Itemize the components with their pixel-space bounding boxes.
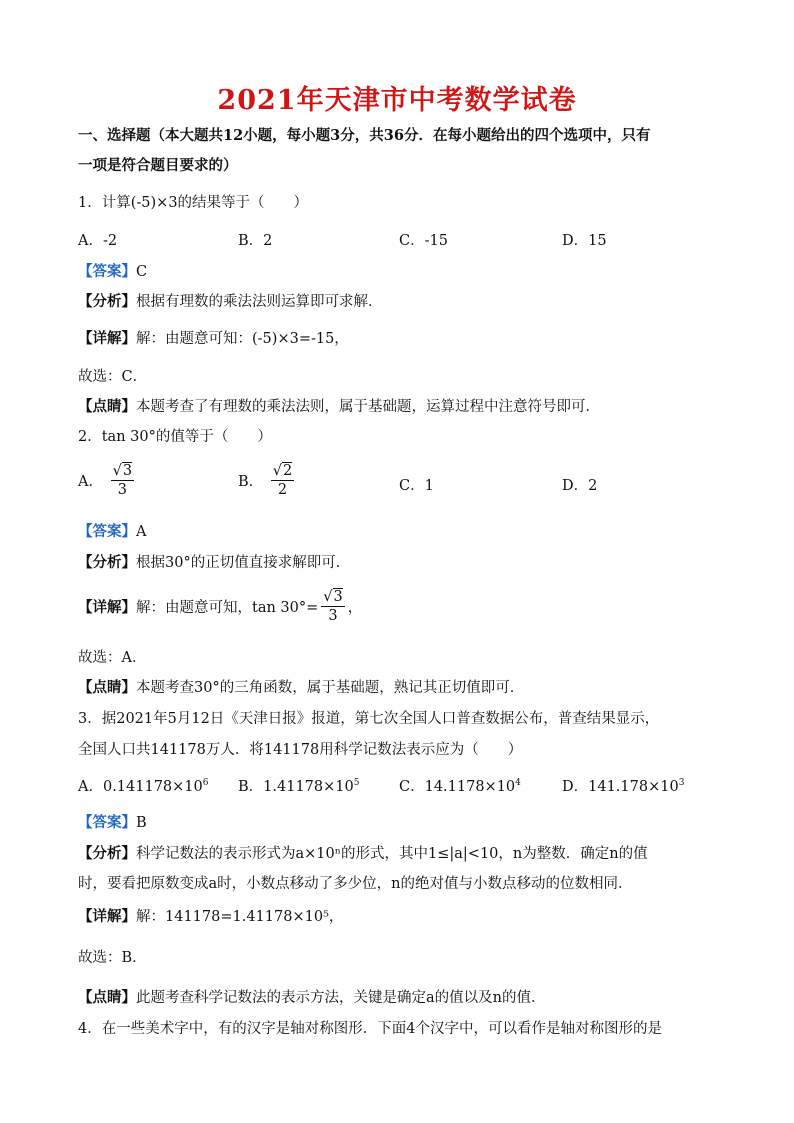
q2-option-a-radicand: 3 <box>122 463 133 479</box>
q4-stem: 4．在一些美术字中，有的汉字是轴对称图形．下面4个汉字中，可以看作是轴对称图形的是 <box>78 1021 662 1037</box>
detail-label: 【详解】 <box>78 330 136 347</box>
q1-option-b: B．2 <box>238 233 273 249</box>
page-title: 2021年天津市中考数学试卷 <box>217 85 577 116</box>
q2-detail-row <box>78 588 362 625</box>
answer-label: 【答案】 <box>78 814 136 831</box>
q3-comment-row <box>78 986 545 1007</box>
q3-analysis-line2: 时，要看把原数变成a时，小数点移动了多少位，n的绝对值与小数点移动的位数相同． <box>78 876 633 892</box>
q2-stem: 2．tan 30°的值等于（ ） <box>78 429 272 445</box>
q2-detail-fraction <box>321 588 344 625</box>
q1-option-d: D．15 <box>562 233 607 249</box>
q1-answer-row <box>78 260 147 281</box>
q3-option-b-base: B．1.41178×10 <box>238 779 354 795</box>
q2-choose: 故选：A． <box>78 650 147 666</box>
q1-option-a: A．-2 <box>78 233 118 249</box>
q2-analysis: 根据30°的正切值直接求解即可． <box>136 555 351 571</box>
q3-option-b <box>238 775 359 796</box>
q2-detail-denominator: 3 <box>328 608 338 624</box>
q3-choose: 故选：B． <box>78 950 147 966</box>
q2-option-b <box>238 462 297 499</box>
analysis-label: 【分析】 <box>78 845 136 862</box>
q2-option-a-denominator: 3 <box>117 482 127 498</box>
comment-label: 【点睛】 <box>78 398 136 415</box>
q2-option-c: C．1 <box>399 478 434 494</box>
comment-label: 【点睛】 <box>78 989 136 1006</box>
q3-detail: 解：141178=1.41178×10⁵， <box>136 909 344 925</box>
q1-detail: 解：由题意可知：(-5)×3=-15， <box>136 331 349 347</box>
q2-option-b-radicand: 2 <box>283 463 293 479</box>
q3-analysis-row <box>78 842 648 863</box>
analysis-label: 【分析】 <box>78 293 136 310</box>
q3-analysis-line1: 科学记数法的表示形式为a×10ⁿ的形式，其中1≤|a|<10，n为整数．确定n的值 <box>136 846 648 862</box>
q3-option-d <box>562 775 684 796</box>
section-heading-line1: 一、选择题（本大题共12小题，每小题3分，共36分．在每小题给出的四个选项中，只有 <box>78 127 651 144</box>
q3-option-c <box>399 775 521 796</box>
analysis-label: 【分析】 <box>78 554 136 571</box>
answer-label: 【答案】 <box>78 263 136 280</box>
q3-detail-row <box>78 905 343 926</box>
q2-comment-row <box>78 676 524 697</box>
q2-answer: A <box>136 524 147 540</box>
q3-option-a-exponent: 6 <box>202 778 209 789</box>
comment-label: 【点睛】 <box>78 679 136 696</box>
q3-stem-line1: 3．据2021年5月12日《天津日报》报道，第七次全国人口普查数据公布，普查结果显示， <box>78 711 660 727</box>
q3-option-a <box>78 775 209 796</box>
answer-label: 【答案】 <box>78 523 136 540</box>
q3-option-c-base: C．14.1178×10 <box>399 779 516 795</box>
q1-answer: C <box>136 264 148 280</box>
q2-option-b-fraction <box>271 462 294 499</box>
q3-option-d-exponent: 3 <box>678 778 685 789</box>
q1-comment: 本题考查了有理数的乘法法则，属于基础题，运算过程中注意符号即可． <box>136 399 600 415</box>
q3-option-a-base: A．0.141178×10 <box>78 779 203 795</box>
detail-label: 【详解】 <box>78 599 136 616</box>
q2-option-b-letter: B． <box>238 474 264 490</box>
q2-comment: 本题考查30°的三角函数，属于基础题，熟记其正切值即可． <box>136 680 525 696</box>
q2-detail-suffix: ， <box>347 600 363 616</box>
q2-option-d: D．2 <box>562 478 598 494</box>
q2-option-b-denominator: 2 <box>277 482 288 498</box>
q1-stem: 1．计算(-5)×3的结果等于（ ） <box>78 195 309 211</box>
q1-detail-row <box>78 327 349 348</box>
q2-detail-radicand: 3 <box>333 589 343 605</box>
q2-analysis-row <box>78 551 350 572</box>
detail-label: 【详解】 <box>78 908 136 925</box>
q3-answer: B <box>136 815 147 831</box>
q2-detail-prefix: 解：由题意可知，tan 30°= <box>136 600 319 616</box>
q1-analysis-row <box>78 290 383 311</box>
q3-option-d-base: D．141.178×10 <box>562 779 679 795</box>
q3-option-c-exponent: 4 <box>515 778 521 789</box>
q2-option-a-letter: A． <box>78 474 103 490</box>
q1-option-c: C．-15 <box>399 233 448 249</box>
q3-stem-line2: 全国人口共141178万人．将141178用科学记数法表示应为（ ） <box>78 742 523 758</box>
q3-option-b-exponent: 5 <box>353 778 360 789</box>
q1-analysis: 根据有理数的乘法法则运算即可求解． <box>136 294 383 310</box>
q1-choose: 故选：C． <box>78 369 148 385</box>
q2-answer-row <box>78 520 146 541</box>
q2-option-a <box>78 462 137 499</box>
section-heading-line2: 一项是符合题目要求的） <box>78 157 238 174</box>
q1-comment-row <box>78 395 600 416</box>
q3-comment: 此题考查科学记数法的表示方法，关键是确定a的值以及n的值． <box>136 990 546 1006</box>
q3-answer-row <box>78 811 147 832</box>
q2-option-a-fraction <box>111 462 134 499</box>
